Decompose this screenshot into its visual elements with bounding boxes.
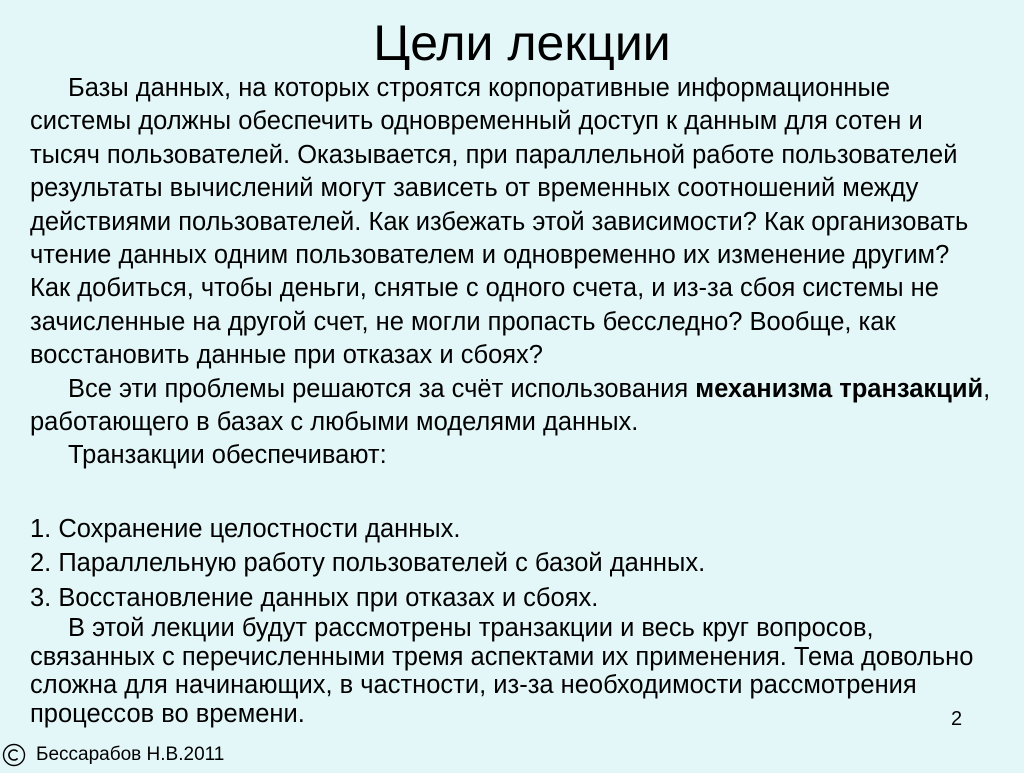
copyright-author: Бессарабов Н.В.2011 [36, 744, 225, 765]
paragraph-transactions-provide: Транзакции обеспечивают: [68, 441, 387, 470]
slide-title: Цели лекции [373, 15, 671, 71]
lecture-goals-text [30, 72, 995, 473]
copyright-footer [2, 741, 224, 769]
transactions-mechanism-term: механизма транзакций [695, 374, 984, 403]
list-item: 2. Параллельную работу пользователей с базой данных. [30, 549, 706, 577]
paragraph-transactions-before: Все эти проблемы решаются за счёт использования [68, 374, 696, 403]
paragraph-databases: Базы данных, на которых строятся корпоративные информационные системы должны обеспечить одновременный доступ к данным для сотен и тысяч пользователей. Оказывается, при параллельной работе пользователей результаты вычислений могут зависеть от временных соотношений между действиями пользователей. Как избежать этой зависимости? Как организовать чтение данных одним пользователем и одновременно их изменение другим? Как добиться, чтобы деньги, снятые с одного счета, и из-за сбоя системы не зачисленные на другой счет, не могли пропасть бесследно? Вообще, как восстановить данные при отказах и сбоях? [30, 74, 969, 370]
page-number: 2 [951, 708, 963, 730]
paragraph-lecture-scope: В этой лекции будут рассмотрены транзакции и весь круг вопросов, связанных с перечисленными тремя аспектами их применения. Тема довольно сложна для начинающих, в частности, из-за необходимости рассмотрения процессов во времени. [30, 614, 974, 728]
list-item: 1. Сохранение целостности данных. [30, 515, 461, 543]
paragraph-transactions-mechanism [30, 373, 995, 440]
list-item: 3. Восстановление данных при отказах и сбоях. [30, 584, 599, 612]
paragraph-transactions-after: , работающего в базах с любыми моделями данных. [30, 374, 991, 437]
copyright-icon [2, 743, 26, 767]
lecture-scope-text [30, 614, 995, 728]
